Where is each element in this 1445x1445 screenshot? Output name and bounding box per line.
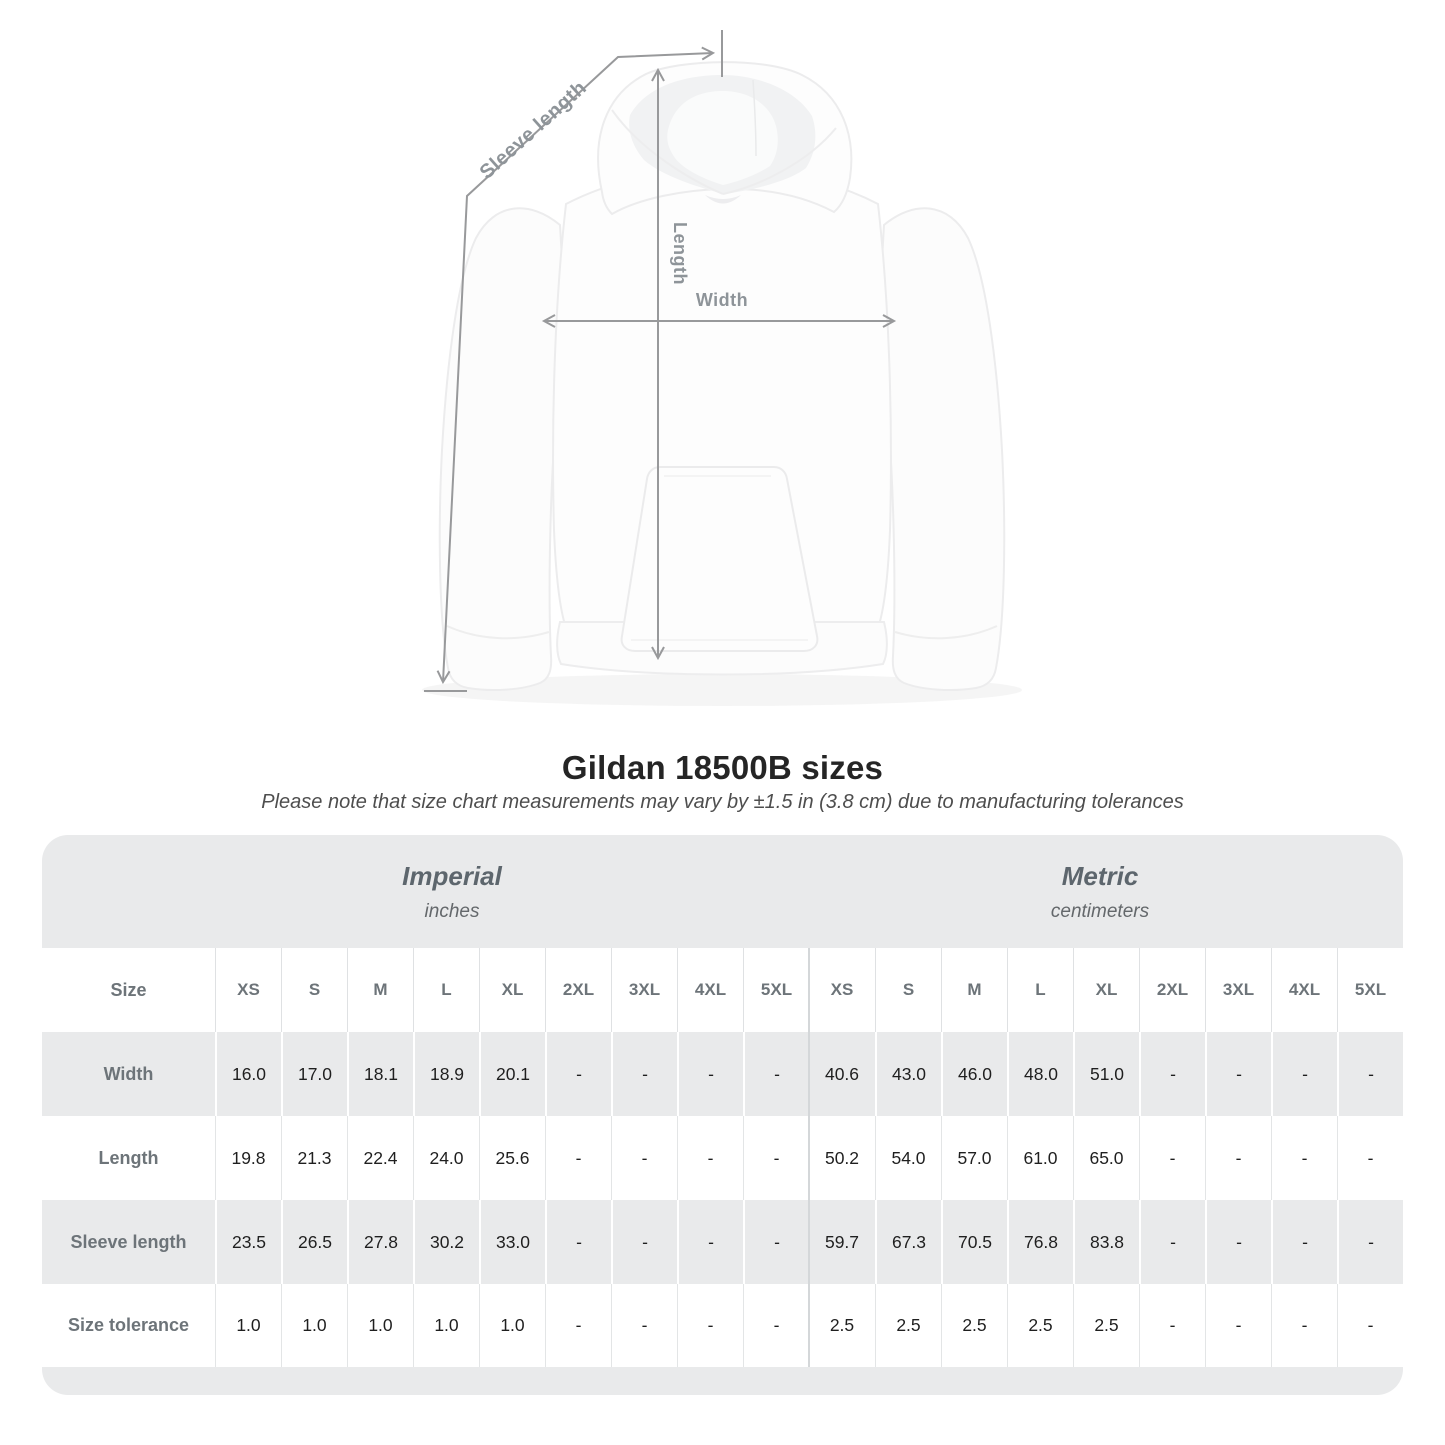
tolerance-note: Please note that size chart measurements may vary by ±1.5 in (3.8 cm) due to manufacturing tolerances	[261, 791, 1184, 813]
metric-value-cell: 2.5	[1073, 1284, 1139, 1367]
metric-value-cell: 51.0	[1073, 1032, 1139, 1116]
hoodie-right-sleeve	[882, 208, 1004, 690]
imperial-value-cell: 23.5	[215, 1200, 281, 1284]
length-dimension-label: Length	[670, 222, 690, 285]
imperial-col-header: 3XL	[611, 948, 677, 1032]
metric-value-cell: -	[1271, 1200, 1337, 1284]
table-row-width	[42, 1032, 1403, 1116]
metric-col-header: L	[1007, 948, 1073, 1032]
metric-value-cell: 46.0	[941, 1032, 1007, 1116]
metric-value-cell: 65.0	[1073, 1116, 1139, 1200]
page-title: Gildan 18500B sizes	[561, 749, 884, 786]
metric-value-cell: -	[1271, 1116, 1337, 1200]
metric-value-cell: -	[1271, 1032, 1337, 1116]
metric-col-header: 5XL	[1337, 948, 1403, 1032]
metric-label: Metric	[1061, 860, 1139, 891]
metric-value-cell: 2.5	[941, 1284, 1007, 1367]
imperial-value-cell: -	[743, 1200, 809, 1284]
imperial-col-header: S	[281, 948, 347, 1032]
imperial-col-header: 4XL	[677, 948, 743, 1032]
imperial-value-cell: 25.6	[479, 1116, 545, 1200]
imperial-value-cell: 1.0	[347, 1284, 413, 1367]
table-row-size-tolerance	[42, 1284, 1403, 1367]
imperial-col-header: L	[413, 948, 479, 1032]
table-row-sleeve-length	[42, 1200, 1403, 1284]
size-header-row	[42, 948, 1403, 1032]
row-label: Size tolerance	[67, 1315, 190, 1335]
metric-value-cell: 61.0	[1007, 1116, 1073, 1200]
imperial-value-cell: -	[611, 1032, 677, 1116]
imperial-value-cell: -	[545, 1200, 611, 1284]
metric-value-cell: -	[1205, 1200, 1271, 1284]
metric-value-cell: -	[1271, 1284, 1337, 1367]
row-label: Length	[98, 1147, 159, 1168]
table-header-band	[42, 835, 1403, 948]
row-label: Sleeve length	[70, 1231, 187, 1252]
imperial-metric-divider	[808, 948, 810, 1367]
imperial-value-cell: 21.3	[281, 1116, 347, 1200]
metric-value-cell: -	[1139, 1284, 1205, 1367]
imperial-col-header: 2XL	[545, 948, 611, 1032]
imperial-value-cell: 18.9	[413, 1032, 479, 1116]
metric-col-header: XS	[830, 980, 854, 999]
imperial-value-cell: 19.8	[215, 1116, 281, 1200]
table-row-length	[42, 1116, 1403, 1200]
imperial-value-cell: -	[677, 1116, 743, 1200]
metric-col-header: 4XL	[1271, 948, 1337, 1032]
imperial-value-cell: -	[545, 1284, 611, 1367]
imperial-value-cell: 17.0	[281, 1032, 347, 1116]
imperial-value-cell: 20.1	[479, 1032, 545, 1116]
metric-value-cell: -	[1139, 1116, 1205, 1200]
metric-value-cell: -	[1205, 1284, 1271, 1367]
hoodie-left-sleeve	[440, 208, 562, 690]
imperial-col-header: XS	[215, 948, 281, 1032]
imperial-value-cell: -	[743, 1032, 809, 1116]
imperial-value-cell: -	[611, 1284, 677, 1367]
imperial-value-cell: 1.0	[281, 1284, 347, 1367]
table-footer-band	[42, 1367, 1403, 1395]
imperial-value-cell: -	[611, 1200, 677, 1284]
imperial-value-cell: 1.0	[413, 1284, 479, 1367]
metric-value-cell: 2.5	[875, 1284, 941, 1367]
metric-value-cell: 76.8	[1007, 1200, 1073, 1284]
metric-value-cell: 50.2	[824, 1147, 860, 1168]
imperial-value-cell: -	[611, 1116, 677, 1200]
imperial-unit-label: inches	[424, 900, 480, 922]
metric-section-header	[1051, 835, 1149, 948]
imperial-value-cell: 16.0	[215, 1032, 281, 1116]
metric-value-cell: 59.7	[824, 1231, 860, 1252]
metric-col-header: S	[875, 948, 941, 1032]
metric-value-cell: 70.5	[941, 1200, 1007, 1284]
metric-value-cell: 83.8	[1073, 1200, 1139, 1284]
metric-value-cell: 57.0	[941, 1116, 1007, 1200]
metric-value-cell: -	[1337, 1032, 1403, 1116]
metric-value-cell: 48.0	[1007, 1032, 1073, 1116]
hoodie-pocket	[622, 467, 818, 651]
imperial-value-cell: -	[677, 1200, 743, 1284]
size-column-title: Size	[110, 979, 147, 1000]
imperial-col-header: M	[347, 948, 413, 1032]
imperial-value-cell: -	[545, 1032, 611, 1116]
metric-value-cell: -	[1337, 1284, 1403, 1367]
metric-value-cell: -	[1205, 1032, 1271, 1116]
imperial-label: Imperial	[402, 860, 502, 891]
sleeve-length-dimension-label: Sleeve length	[475, 76, 591, 184]
row-label: Width	[103, 1063, 154, 1084]
metric-value-cell: 43.0	[875, 1032, 941, 1116]
metric-value-cell: 2.5	[1007, 1284, 1073, 1367]
imperial-value-cell: -	[677, 1032, 743, 1116]
imperial-section-header	[402, 835, 502, 948]
metric-col-header: M	[941, 948, 1007, 1032]
imperial-value-cell: 33.0	[479, 1200, 545, 1284]
imperial-value-cell: 26.5	[281, 1200, 347, 1284]
imperial-value-cell: -	[743, 1116, 809, 1200]
metric-col-header: 3XL	[1205, 948, 1271, 1032]
metric-value-cell: 54.0	[875, 1116, 941, 1200]
metric-col-header: 2XL	[1139, 948, 1205, 1032]
metric-value-cell: -	[1205, 1116, 1271, 1200]
imperial-value-cell: -	[545, 1116, 611, 1200]
imperial-value-cell: -	[743, 1284, 809, 1367]
size-table	[42, 835, 1403, 1395]
metric-value-cell: 40.6	[824, 1063, 860, 1084]
imperial-value-cell: 30.2	[413, 1200, 479, 1284]
metric-value-cell: 2.5	[829, 1315, 855, 1335]
metric-value-cell: -	[1337, 1116, 1403, 1200]
imperial-value-cell: 24.0	[413, 1116, 479, 1200]
imperial-col-header: 5XL	[743, 948, 809, 1032]
imperial-value-cell: 22.4	[347, 1116, 413, 1200]
width-dimension-label: Width	[695, 290, 749, 310]
imperial-value-cell: -	[677, 1284, 743, 1367]
metric-value-cell: -	[1139, 1032, 1205, 1116]
imperial-value-cell: 27.8	[347, 1200, 413, 1284]
imperial-value-cell: 18.1	[347, 1032, 413, 1116]
metric-value-cell: -	[1337, 1200, 1403, 1284]
imperial-value-cell: 1.0	[479, 1284, 545, 1367]
metric-col-header: XL	[1073, 948, 1139, 1032]
metric-value-cell: -	[1139, 1200, 1205, 1284]
imperial-value-cell: 1.0	[215, 1284, 281, 1367]
imperial-col-header: XL	[479, 948, 545, 1032]
metric-unit-label: centimeters	[1050, 900, 1150, 922]
metric-value-cell: 67.3	[875, 1200, 941, 1284]
